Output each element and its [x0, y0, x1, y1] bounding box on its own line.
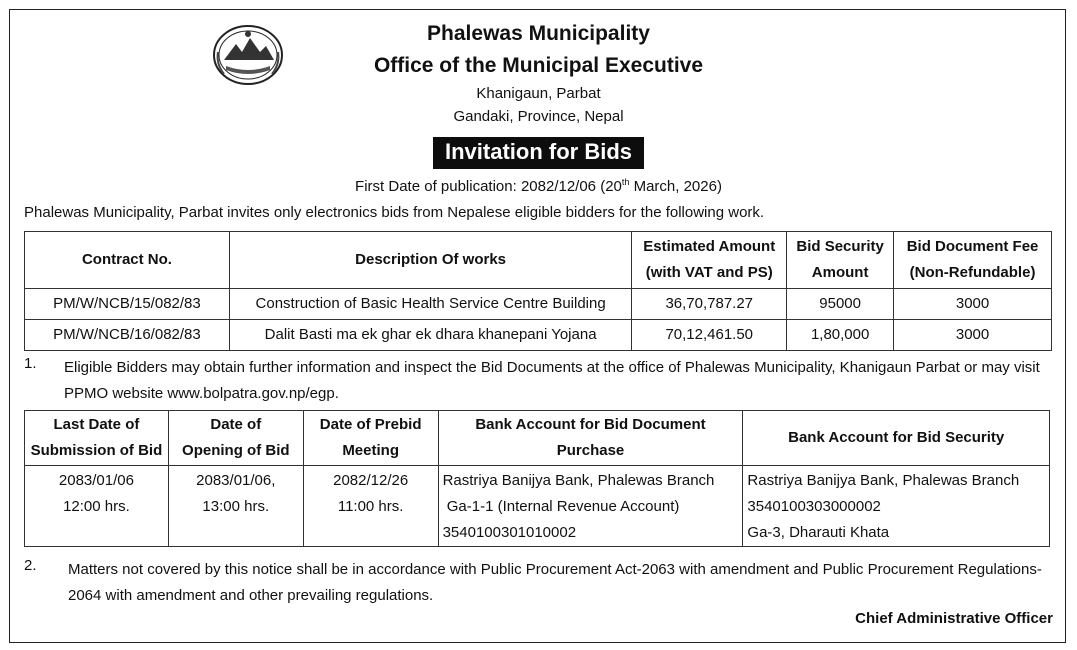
- title-banner: [0, 137, 1077, 169]
- notice-title: Invitation for Bids: [433, 137, 644, 169]
- header-contract-no: Contract No.: [25, 232, 230, 289]
- description-cell: Construction of Basic Health Service Centre Building: [229, 289, 631, 320]
- header-estimated-amount: Estimated Amount (with VAT and PS): [632, 232, 787, 289]
- document-fee-cell: 3000: [894, 289, 1052, 320]
- table-row: [25, 320, 1052, 351]
- header-document-fee: Bid Document Fee (Non-Refundable): [894, 232, 1052, 289]
- header-description: Description Of works: [229, 232, 631, 289]
- estimated-amount-cell: 70,12,461.50: [632, 320, 787, 351]
- table-header-row: [25, 232, 1052, 289]
- header-opening-date: Date of Opening of Bid: [168, 411, 303, 466]
- paragraph-1-number: 1.: [24, 355, 37, 372]
- header-submission-date: Last Date of Submission of Bid: [25, 411, 169, 466]
- bid-security-cell: 95000: [787, 289, 894, 320]
- intro-text: Phalewas Municipality, Parbat invites only electronics bids from Nepalese eligible bidders for the following work.: [24, 204, 765, 221]
- paragraph-2-text: Matters not covered by this notice shall be in accordance with Public Procurement Act-2063 with amendment and Public Procurement Regulations-2064 with amendment and other prevailing regulations.: [68, 561, 1042, 604]
- contract-no-cell: PM/W/NCB/15/082/83: [25, 289, 230, 320]
- contract-no-cell: PM/W/NCB/16/082/83: [25, 320, 230, 351]
- opening-cell: 2083/01/06, 13:00 hrs.: [168, 466, 303, 547]
- description-cell: Dalit Basti ma ek ghar ek dhara khanepani Yojana: [229, 320, 631, 351]
- submission-cell: 2083/01/06 12:00 hrs.: [25, 466, 169, 547]
- org-name: Phalewas Municipality: [427, 22, 650, 45]
- paragraph-2-number: 2.: [24, 557, 37, 574]
- estimated-amount-cell: 36,70,787.27: [632, 289, 787, 320]
- bid-security-cell: 1,80,000: [787, 320, 894, 351]
- signature-title: Chief Administrative Officer: [855, 610, 1053, 627]
- header-security-account: Bank Account for Bid Security: [743, 411, 1050, 466]
- publication-date: First Date of publication: 2082/12/06 (20th March, 2026): [355, 177, 722, 195]
- paragraph-1-text: Eligible Bidders may obtain further information and inspect the Bid Documents at the office of Phalewas Municipality, Khanigaun Parbat or may visit PPMO website www.bolpatra.gov.np/egp.: [64, 359, 1040, 402]
- office-name: Office of the Municipal Executive: [373, 54, 704, 77]
- address-line-1: Khanigaun, Parbat: [476, 85, 601, 102]
- header-prebid-date: Date of Prebid Meeting: [303, 411, 438, 466]
- dates-table: [24, 410, 1050, 547]
- header-bid-security: Bid Security Amount: [787, 232, 894, 289]
- table-row: [25, 466, 1050, 547]
- security-account-cell: Rastriya Banijya Bank, Phalewas Branch 3540100303000002 Ga-3, Dharauti Khata: [743, 466, 1050, 547]
- document-account-cell: Rastriya Banijya Bank, Phalewas Branch Ga-1-1 (Internal Revenue Account) 3540100301010002: [438, 466, 743, 547]
- works-table: [24, 231, 1052, 351]
- header-document-account: Bank Account for Bid Document Purchase: [438, 411, 743, 466]
- document-fee-cell: 3000: [894, 320, 1052, 351]
- table-header-row: [25, 411, 1050, 466]
- prebid-cell: 2082/12/26 11:00 hrs.: [303, 466, 438, 547]
- address-line-2: Gandaki, Province, Nepal: [453, 108, 624, 125]
- table-row: [25, 289, 1052, 320]
